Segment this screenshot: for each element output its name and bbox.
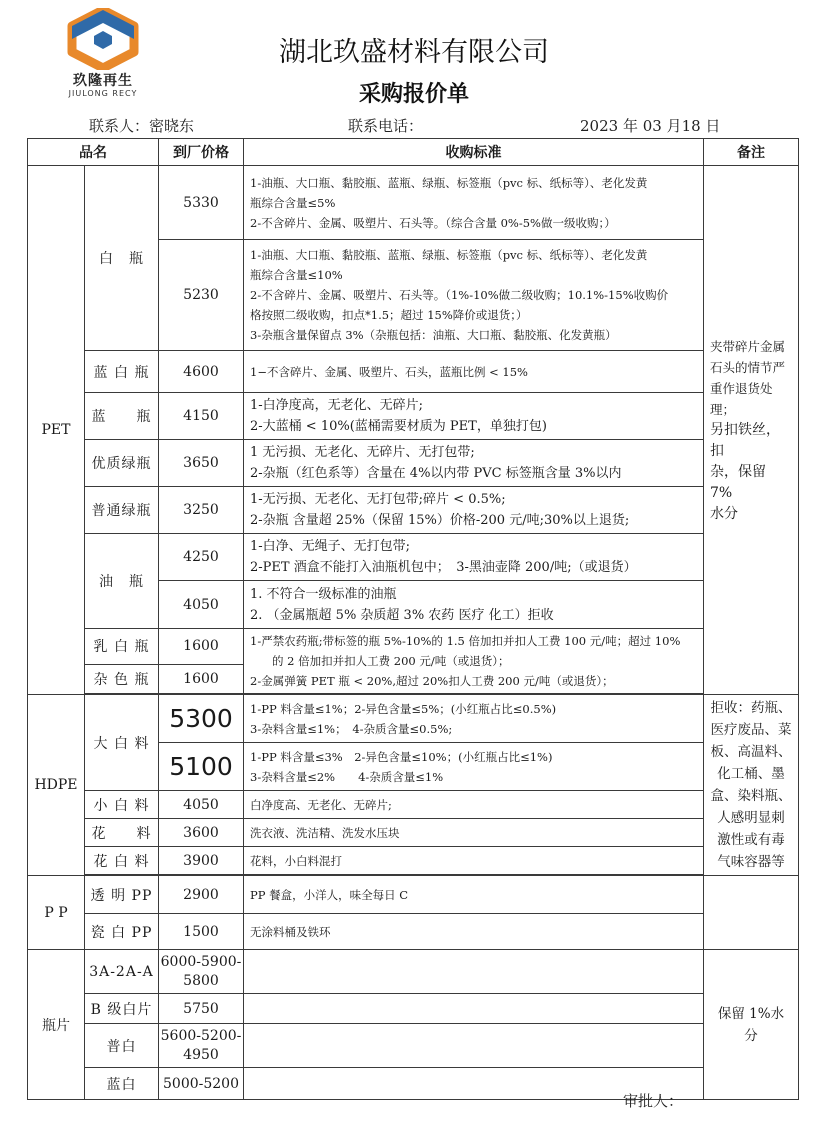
product-name: 大 白 料	[85, 695, 159, 791]
category-pet: PET	[28, 166, 85, 695]
document-title: 采购报价单	[358, 82, 469, 107]
standard-cell: 无涂料桶及铁环	[244, 914, 704, 950]
category-pp: P P	[28, 876, 85, 950]
price-cell: 4250	[159, 534, 244, 581]
table-row	[28, 166, 799, 240]
hdpe-remark: 拒收：药瓶、 医疗废品、菜 板、高温料、 化工桶、墨 盒、染料瓶、 人感明显刺 激性或有毒 气味容器等	[704, 695, 799, 876]
price-cell: 5230	[159, 240, 244, 351]
product-name: 蓝 瓶	[85, 393, 159, 440]
header-price: 到厂价格	[159, 139, 244, 166]
standard-cell: 1-严禁农药瓶;带标签的瓶 5%-10%的 1.5 倍加扣并扣人工费 100 元/吨；超过 10% 的 2 倍加扣并扣人工费 200 元/吨（或退货）； 2-金属弹簧 PET 瓶 < 20%,超过 20%扣人工费 200 元/吨（或退货）；	[244, 629, 704, 694]
table-row	[28, 950, 799, 994]
table-row	[28, 487, 799, 534]
price-cell: 4600	[159, 351, 244, 393]
product-name: 3A-2A-A	[85, 950, 159, 994]
standard-cell: 1-油瓶、大口瓶、黏胶瓶、蓝瓶、绿瓶、标签瓶（pvc 标、纸标等）、老化发黄 瓶综合含量≤5% 2-不含碎片、金属、吸塑片、石头等。（综合含量 0%-5%做一级收购；）	[244, 166, 704, 240]
product-name: B 级白片	[85, 994, 159, 1024]
product-name: 油 瓶	[85, 534, 159, 629]
product-name: 优质绿瓶	[85, 440, 159, 487]
logo-name-cn: 玖隆再生	[73, 73, 133, 89]
price-cell: 5600-5200- 4950	[159, 1024, 244, 1068]
table-row	[28, 914, 799, 950]
standard-cell: 1-白净、无绳子、无打包带; 2-PET 酒盒不能打入油瓶机包中； 3-黑油壶降 200/吨;（或退货）	[244, 534, 704, 581]
table-row	[28, 791, 799, 819]
standard-cell: PP 餐盒，小洋人，味全每日 C	[244, 876, 704, 914]
approver-label: 审批人：	[623, 1092, 684, 1110]
price-cell: 5100	[159, 743, 244, 791]
contact-phone: 联系电话：	[348, 117, 424, 135]
standard-cell	[244, 950, 704, 994]
standard-cell	[244, 1024, 704, 1068]
product-name: 普白	[85, 1024, 159, 1068]
company-name: 湖北玖盛材料有限公司	[279, 37, 549, 68]
price-cell: 3900	[159, 847, 244, 875]
price-cell: 5000-5200	[159, 1068, 244, 1100]
standard-cell: 洗衣液、洗洁精、洗发水压块	[244, 819, 704, 847]
standard-cell: 1-油瓶、大口瓶、黏胶瓶、蓝瓶、绿瓶、标签瓶（pvc 标、纸标等）、老化发黄 瓶综合含量≤10% 2-不含碎片、金属、吸塑片、石头等。（1%-10%做二级收购；10.1%-15%收购价 格按照二级收购，扣点*1.5；超过 15%降价或退货；） 3-杂瓶含量保留点 3%（杂瓶包括：油瓶、大口瓶、黏胶瓶、化发黄瓶）	[244, 240, 704, 351]
price-cell: 3600	[159, 819, 244, 847]
product-name: 蓝 白 瓶	[85, 351, 159, 393]
category-flakes: 瓶片	[28, 950, 85, 1100]
contact-person: 联系人：密晓东	[89, 117, 195, 135]
table-row	[28, 440, 799, 487]
product-name: 白 瓶	[85, 166, 159, 351]
product-name: 花 料	[85, 819, 159, 847]
price-cell: 3650	[159, 440, 244, 487]
table-row	[28, 534, 799, 581]
table-row	[28, 393, 799, 440]
price-cell: 4050	[159, 791, 244, 819]
logo-name-en: JIULONG RECY	[68, 89, 138, 98]
table-row	[28, 819, 799, 847]
standard-cell: 1. 不符合一级标准的油瓶 2. （金属瓶超 5% 杂质超 3% 农药 医疗 化工）拒收	[244, 581, 704, 629]
price-cell: 1600	[159, 664, 244, 693]
price-cell: 4150	[159, 393, 244, 440]
standard-cell: 1-PP 料含量≤3% 2-异色含量≤10%；(小红瓶占比≤1%) 3-杂料含量≤2% 4-杂质含量≤1%	[244, 743, 704, 791]
table-row	[28, 695, 799, 743]
standard-cell: 花料，小白料混打	[244, 847, 704, 875]
product-name: 杂 色 瓶	[85, 664, 159, 693]
product-name: 花 白 料	[85, 847, 159, 875]
table-row	[28, 994, 799, 1024]
table-row	[28, 847, 799, 875]
table-row	[28, 876, 799, 914]
header-standard: 收购标准	[244, 139, 704, 166]
price-cell: 5330	[159, 166, 244, 240]
product-name: 乳 白 瓶	[85, 629, 159, 665]
pp-remark	[704, 876, 799, 950]
price-cell: 5750	[159, 994, 244, 1024]
price-cell: 1500	[159, 914, 244, 950]
standard-cell	[244, 994, 704, 1024]
price-cell: 2900	[159, 876, 244, 914]
standard-cell: 1 无污损、无老化、无碎片、无打包带; 2-杂瓶（红色系等）含量在 4%以内带 PVC 标签瓶含量 3%以内	[244, 440, 704, 487]
table-row	[28, 1024, 799, 1068]
quote-date: 2023 年 03 月18 日	[580, 117, 721, 135]
flakes-remark: 保留 1%水 分	[704, 950, 799, 1100]
product-name: 瓷 白 PP	[85, 914, 159, 950]
price-table	[27, 138, 799, 1100]
table-row	[28, 629, 799, 665]
standard-cell: 1−不含碎片、金属、吸塑片、石头，蓝瓶比例 < 15%	[244, 351, 704, 393]
product-name: 普通绿瓶	[85, 487, 159, 534]
price-cell: 6000-5900- 5800	[159, 950, 244, 994]
price-cell: 4050	[159, 581, 244, 629]
price-cell: 3250	[159, 487, 244, 534]
header-remark: 备注	[704, 139, 799, 166]
standard-cell: 1-白净度高，无老化、无碎片; 2-大蓝桶 < 10%(蓝桶需要材质为 PET，单独打包)	[244, 393, 704, 440]
standard-cell: 1-无污损、无老化、无打包带;碎片 < 0.5%; 2-杂瓶 含量超 25%（保留 15%）价格-200 元/吨;30%以上退货;	[244, 487, 704, 534]
product-name: 透 明 PP	[85, 876, 159, 914]
product-name: 小 白 料	[85, 791, 159, 819]
standard-cell: 1-PP 料含量≤1%；2-异色含量≤5%；(小红瓶占比≤0.5%) 3-杂料含量≤1%； 4-杂质含量≤0.5%;	[244, 695, 704, 743]
price-cell: 1600	[159, 629, 244, 665]
table-row	[28, 351, 799, 393]
header-name: 品名	[28, 139, 159, 166]
standard-cell: 白净度高、无老化、无碎片;	[244, 791, 704, 819]
price-cell: 5300	[159, 695, 244, 743]
category-hdpe: HDPE	[28, 695, 85, 876]
product-name: 蓝白	[85, 1068, 159, 1100]
table-header-row	[28, 139, 799, 166]
pet-remark: 夹带碎片金属 石头的情节严 重作退货处理； 另扣铁丝，扣 杂，保留 7% 水分	[704, 166, 799, 695]
